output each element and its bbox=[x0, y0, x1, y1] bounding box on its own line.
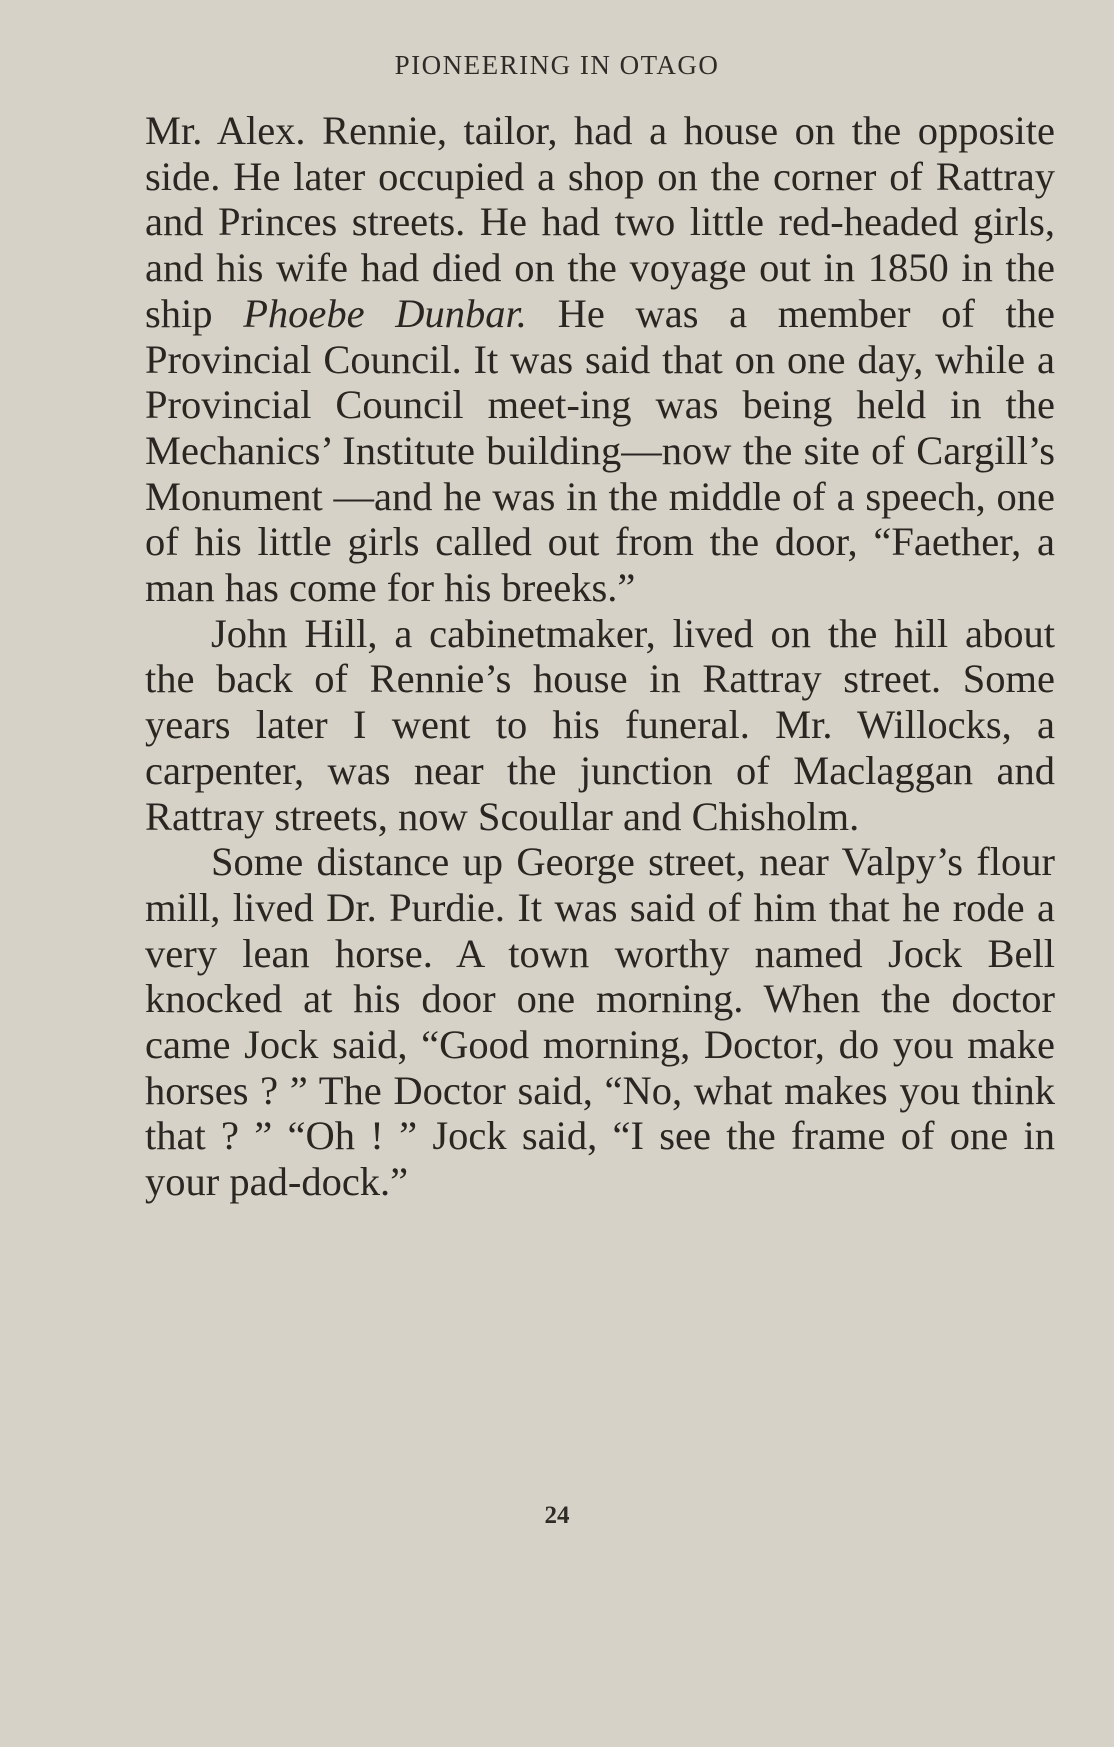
paragraph-rennie-text-before: Mr. Alex. Rennie, tailor, had a house on the opposite side. He later occupied a shop on the corner of Rattray and Princes streets. He had two little red-headed girls, and his wife had died on the voyage out in 1850 in the ship bbox=[145, 108, 1055, 336]
body-text bbox=[145, 108, 1055, 1205]
page-number: 24 bbox=[544, 1502, 570, 1529]
paragraph-purdie: Some distance up George street, near Valpy’s flour mill, lived Dr. Purdie. It was said of him that he rode a very lean horse. A town worthy named Jock Bell knocked at his door one morning. When the doctor came Jock said, “Good morning, Doctor, do you make horses ? ” The Doctor said, “No, what makes you think that ? ” “Oh ! ” Jock said, “I see the frame of one in your pad-dock.” bbox=[145, 839, 1055, 1205]
running-head: PIONEERING IN OTAGO bbox=[394, 50, 720, 80]
paragraph-rennie-text-after: He was a member of the Provincial Council. It was said that on one day, while a Provincial Council meet-ing was being held in the Mechanics’ Institute building—now the site of Cargill’s Monument —and he was in the middle of a speech, one of his little girls called out from the door, “Faether, a man has come for his breeks.” bbox=[145, 290, 1056, 611]
ship-name: Phoebe Dunbar. bbox=[243, 290, 527, 336]
paragraph-rennie bbox=[145, 108, 1055, 611]
paragraph-hill: John Hill, a cabinetmaker, lived on the hill about the back of Rennie’s house in Rattray street. Some years later I went to his funeral. Mr. Willocks, a carpenter, was near the junction of Maclaggan and Rattray streets, now Scoullar and Chisholm. bbox=[145, 610, 1055, 839]
